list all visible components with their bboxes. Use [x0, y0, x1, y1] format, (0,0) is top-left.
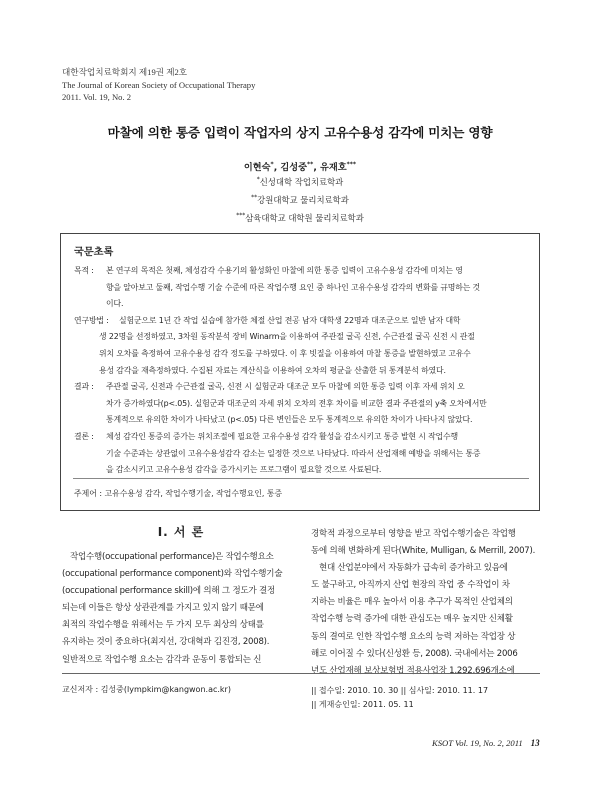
abstract-conclusion: 결론 : 체성 감각인 통증의 증가는 위치조절에 필요한 고유수용성 감각 활성을 감소시키고 통증 발현 시 작업수행 기술 수준과는 상관없이 고유수용성감각 감소는 일정한 것으로 나타났다. 따라서 산업재해 예방을 위해서는 통증 을 감소시키고 고유수용성 감각을 증가시키는 프로그램이 필요할 것으로 사료된다.	[74, 431, 481, 475]
abstract-purpose: 목적 : 본 연구의 목적은 첫째, 체성감각 수용기의 활성화인 마찰에 의한 통증 입력이 고유수용성 감각에 미치는 영 향을 알아보고 둘째, 작업수행 기술 수준에 따른 작업수행 요인 중 하나인 고유수용성 감각의 변화를 규명하는 것 이다.	[74, 266, 480, 309]
abstract-method: 연구방법 : 실험군으로 1년 간 작업 실습에 참가한 체절 산업 전공 남자 대학생 22명과 대조군으로 일반 남자 대학 생 22명을 선정하였고, 3차원 동작분석 장비 Winarm을 이용하여 주관절 굴곡 신전, 수근관절 굴곡 신전 시 관절 위치 오차를 측정하여 고유수용성 감각 정도를 구하였다. 이 후 빗질을 이용하여 마찰 통증을 발현하였고 고유수 용성 감각을 재측정하였다. 수집된 자료는 계산식을 이용하여 오차의 평균을 산출한 뒤 통계분석 하였다.	[74, 315, 475, 375]
corresponding-author: 교신저자 : 김성중(lympkim@kangwon.ac.kr)	[62, 685, 231, 694]
journal-header-volume: 2011. Vol. 19, No. 2	[62, 92, 132, 102]
journal-header-korean: 대한작업치료학회지 제19권 제2호	[62, 67, 188, 77]
body-line: 도 불구하고, 아직까지 산업 현장의 작업 중 수작업이 차	[311, 580, 510, 591]
body-column-left	[62, 524, 300, 669]
abstract-heading: 국문초록	[74, 247, 114, 258]
author-name: 김성중	[280, 162, 308, 173]
affiliation-list	[0, 172, 600, 227]
affiliation: ***삼육대학교 대학원 물리치료학과	[236, 212, 364, 224]
author-name: 이현숙	[243, 162, 271, 173]
abstract-divider	[73, 478, 529, 479]
abstract-box	[60, 233, 540, 511]
body-line: 유지하는 것이 중요하다(최지선, 강대혁과 김진경, 2008).	[62, 637, 270, 648]
affiliation: *신성대학 작업치료학과	[256, 176, 344, 187]
submission-dates	[311, 684, 488, 711]
body-line: 해로 이어질 수 있다(신성환 등, 2008). 국내에서는 2006	[311, 648, 518, 659]
body-line: 동의 결여로 인한 작업수행 요소의 능력 저하는 작업장 상	[311, 631, 516, 642]
body-line: 현대 산업분야에서 자동화가 급속히 증가하고 있음에	[319, 563, 508, 574]
body-line: 경학적 과정으로부터 영향을 받고 작업수행기술은 작업행	[311, 529, 516, 539]
body-line: 최적의 작업수행을 위해서는 두 가지 모두 최상의 상태를	[62, 620, 264, 631]
body-column-right	[311, 526, 549, 680]
footer-divider	[62, 673, 540, 674]
body-line: (occupational performance skill)에 의해 그 정도가 결정	[62, 586, 276, 597]
journal-citation: KSOT Vol. 19, No. 2, 2011	[432, 738, 523, 748]
journal-footer	[432, 738, 540, 748]
journal-header	[62, 66, 255, 104]
affiliation: **강원대학교 물리치료학과	[251, 194, 349, 206]
abstract-body	[74, 263, 532, 479]
body-line: 동에 의해 변화하게 된다(White, Mulligan, & Merrill, 2007).	[311, 546, 536, 557]
body-line: 작업수행(occupational performance)은 작업수행요소	[70, 552, 274, 562]
page-number: 13	[530, 738, 540, 748]
author-list: 이현숙*, 김성중**, 유재호***	[243, 161, 357, 173]
section-title: Ⅰ. 서 론	[157, 525, 205, 539]
author-name: 유재호	[320, 162, 347, 173]
journal-header-english: The Journal of Korean Society of Occupational Therapy	[62, 79, 256, 90]
received-date: || 접수일: 2010. 10. 30 || 심사일: 2010. 11. 17	[311, 686, 489, 695]
body-line: 일반적으로 작업수행 요소는 감각과 운동이 통합되는 신	[62, 654, 262, 665]
keywords: 주제어 : 고유수용성 감각, 작업수행기술, 작업수행요인, 통증	[74, 489, 283, 498]
body-line: 지하는 비율은 매우 높아서 이용 추구가 목적인 산업체의	[311, 597, 513, 608]
abstract-result: 결과 : 주관절 굴곡, 신전과 수근관절 굴곡, 신전 시 실험군과 대조군 모두 마찰에 의한 통증 입력 이후 자세 위치 오 차가 증가하였다(p<.05). 실험군과 대조군의 자세 위치 오차의 전후 차이를 비교한 결과 주관절의 y축 오차에서만 통계적으로 유의한 차이가 나타났고 (p<.05) 다른 변인들은 모두 통계적으로 유의한 차이가 나타나지 않았다.	[74, 382, 487, 425]
body-line: 되는데 이들은 항상 상관관계를 가지고 있지 않기 때문에	[62, 603, 264, 614]
body-line: (occupational performance component)와 작업수행기술	[62, 569, 283, 580]
article-title: 마찰에 의한 통증 입력이 작업자의 상지 고유수용성 감각에 미치는 영향	[107, 125, 493, 140]
accepted-date: || 게재승인일: 2011. 05. 11	[311, 699, 414, 709]
body-line: 년도 산업재해 보상보험법 적용사업장 1,292,696개소에	[311, 665, 515, 676]
body-line: 작업수행 능력 증가에 대한 관심도는 매우 높지만 신체활	[311, 614, 513, 625]
